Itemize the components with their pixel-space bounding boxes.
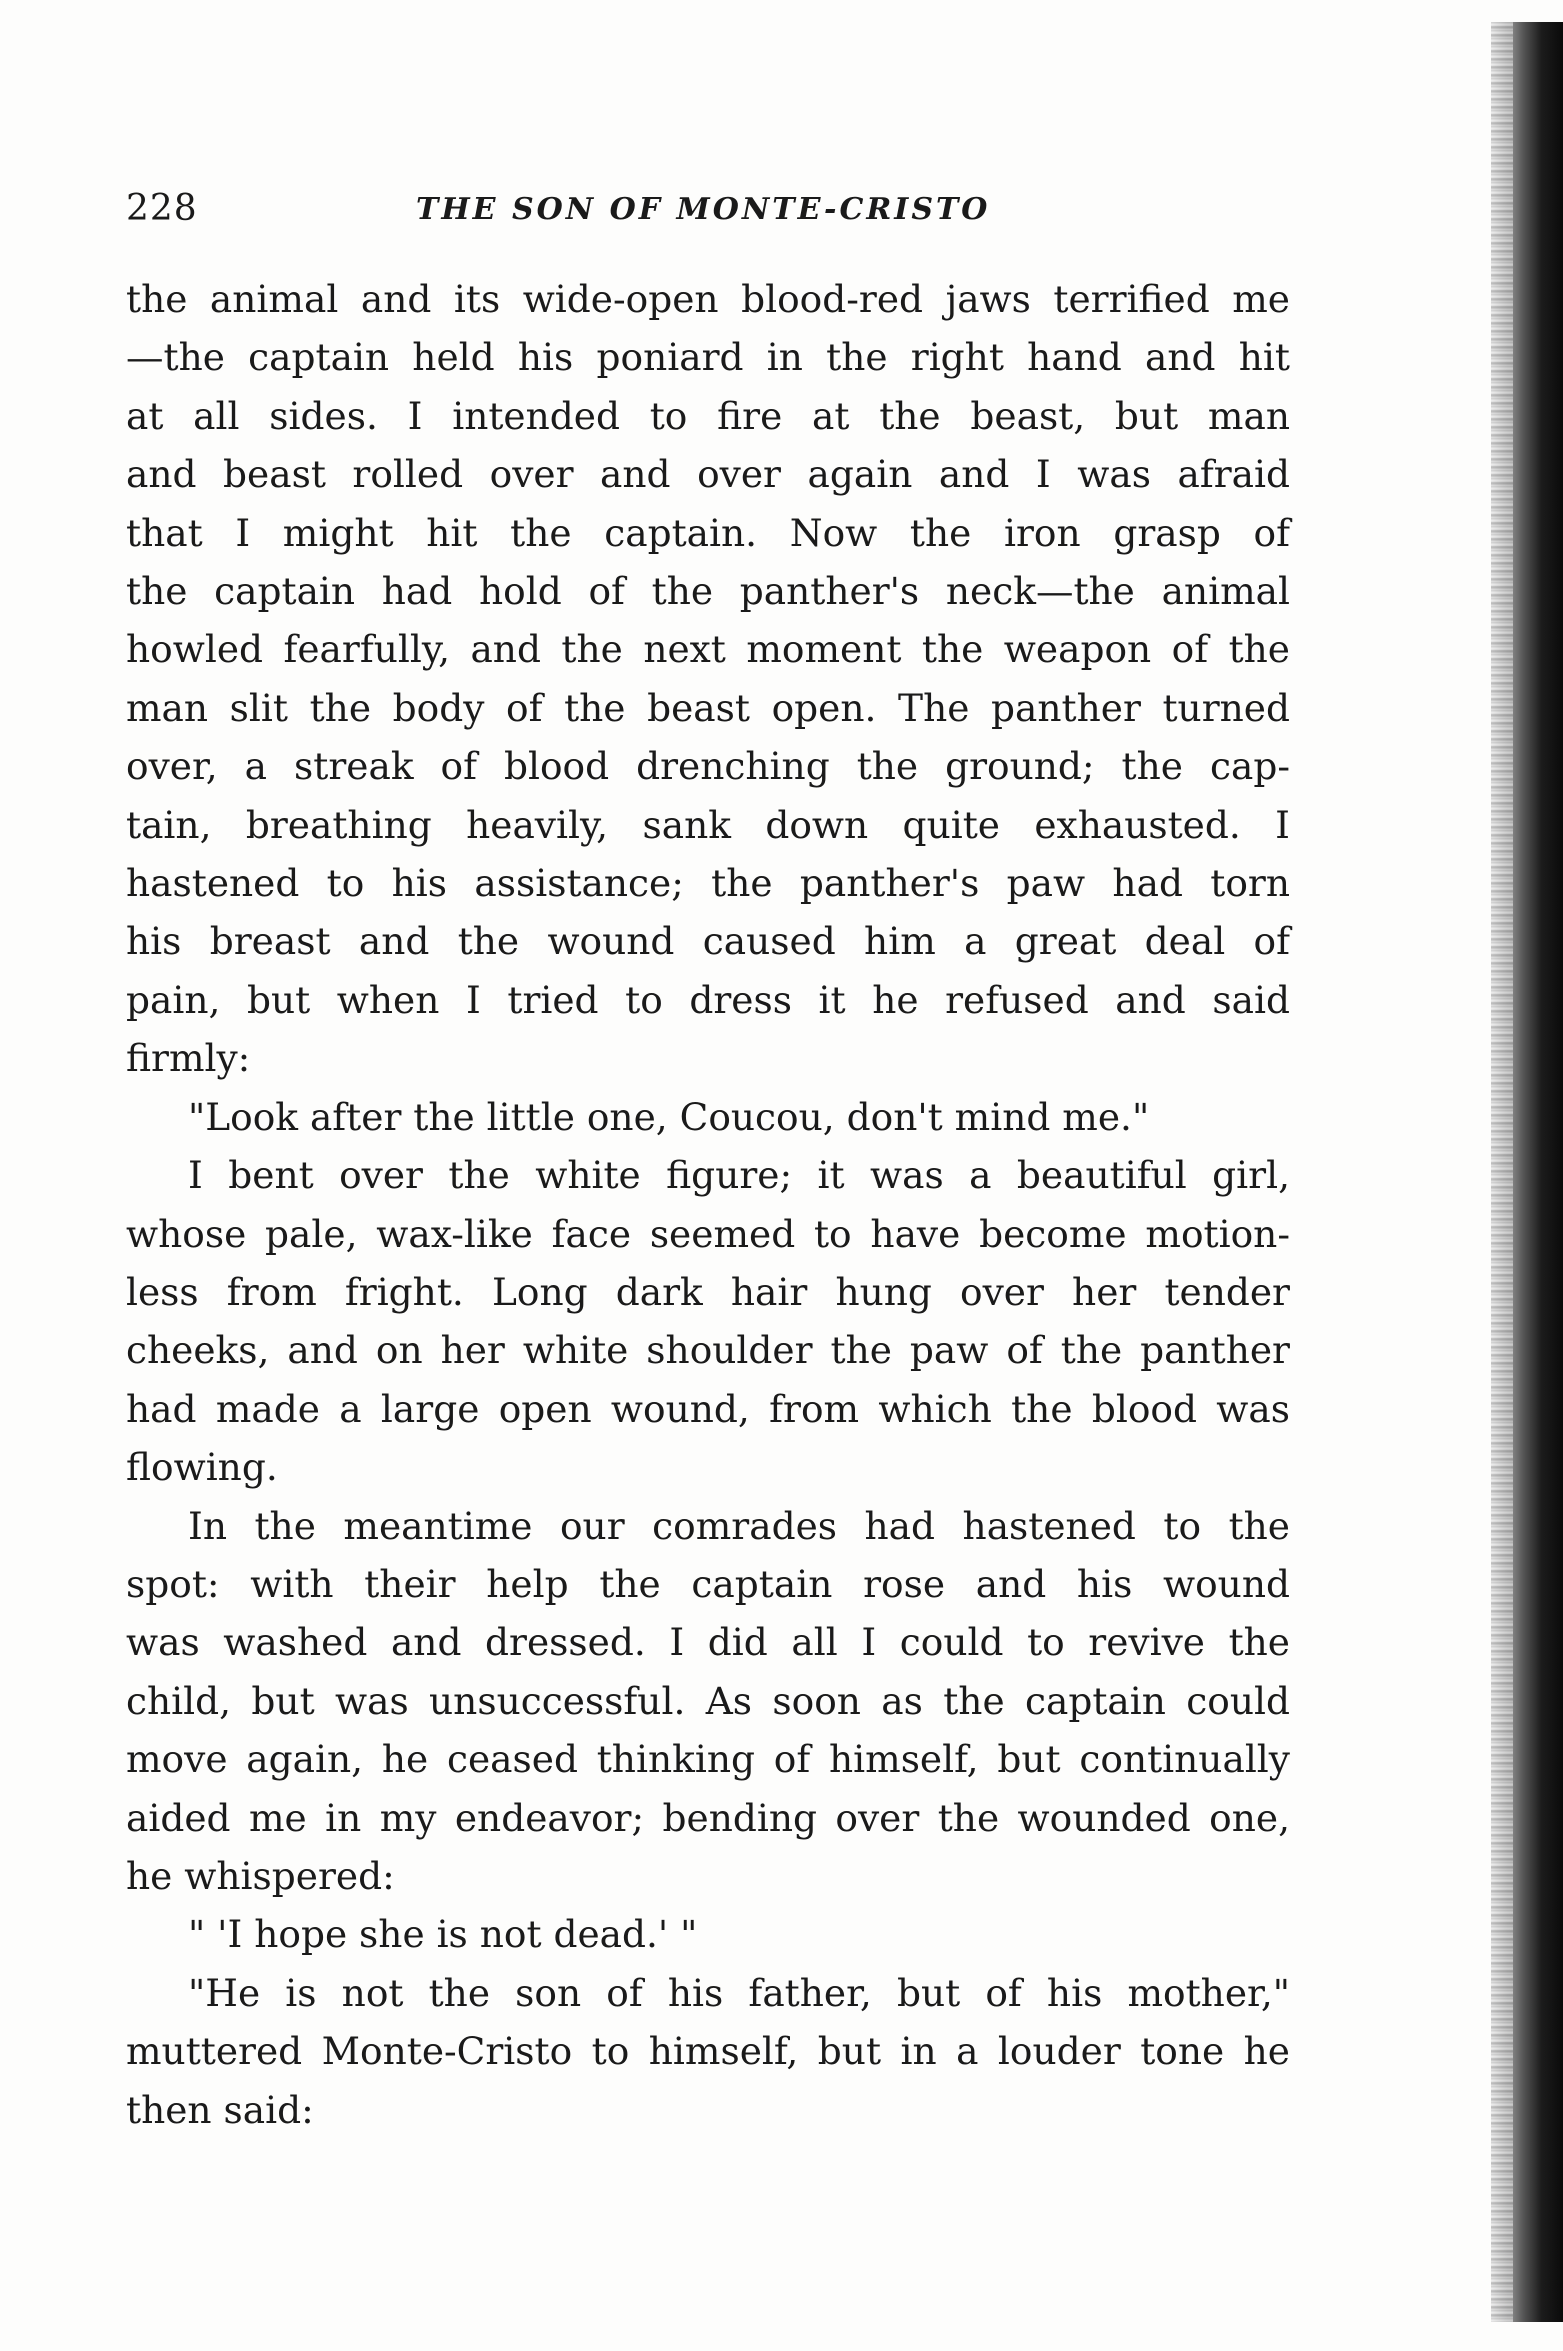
text-line: child, but was unsuccessful. As soon as the captain could [126, 1678, 1290, 1723]
text-line: hastened to his assistance; the panther's paw had torn [126, 861, 1290, 906]
text-line: he whispered: [126, 1853, 395, 1898]
text-line: In the meantime our comrades had hastened to the [188, 1503, 1290, 1548]
running-title: THE SON OF MONTE-CRISTO [416, 192, 991, 227]
text-line: " 'I hope she is not dead.' " [188, 1912, 698, 1957]
page-header [126, 188, 1296, 248]
text-line: the animal and its wide-open blood-red jaws terrified me [126, 277, 1290, 321]
text-line: pain, but when I tried to dress it he refused and said [126, 977, 1290, 1022]
text-line: —the captain held his poniard in the right hand and hit [126, 335, 1290, 380]
text-line: move again, he ceased thinking of himself, but continually [126, 1737, 1290, 1782]
page-binding-edge [1491, 22, 1563, 2322]
text-line: firmly: [126, 1036, 251, 1081]
text-line: aided me in my endeavor; bending over the wounded one, [126, 1795, 1290, 1840]
text-line: was washed and dressed. I did all I could to revive the [126, 1620, 1290, 1665]
text-line: that I might hit the captain. Now the iron grasp of [126, 510, 1290, 555]
body-text [126, 270, 1290, 2139]
text-line: tain, breathing heavily, sank down quite exhausted. I [126, 802, 1290, 847]
page-number: 228 [126, 188, 198, 229]
text-line: at all sides. I intended to fire at the beast, but man [126, 393, 1290, 438]
text-line: I bent over the white figure; it was a beautiful girl, [188, 1153, 1290, 1198]
text-line: flowing. [126, 1445, 278, 1490]
text-line: his breast and the wound caused him a great deal of [126, 919, 1290, 964]
text-line: "He is not the son of his father, but of his mother," [188, 1970, 1290, 2015]
text-line: had made a large open wound, from which the blood was [126, 1386, 1290, 1431]
text-line: then said: [126, 2087, 314, 2132]
text-line: man slit the body of the beast open. The panther turned [126, 685, 1290, 730]
text-line: whose pale, wax-like face seemed to have become motion- [126, 1211, 1290, 1256]
text-line: the captain had hold of the panther's neck—the animal [126, 569, 1290, 614]
text-line: spot: with their help the captain rose and his wound [126, 1561, 1290, 1606]
text-line: cheeks, and on her white shoulder the paw of the panther [126, 1328, 1290, 1373]
text-line: over, a streak of blood drenching the ground; the cap- [126, 744, 1290, 789]
text-line: less from fright. Long dark hair hung over her tender [126, 1269, 1290, 1314]
text-line: "Look after the little one, Coucou, don't mind me." [188, 1094, 1150, 1139]
text-line: muttered Monte-Cristo to himself, but in a louder tone he [126, 2029, 1290, 2074]
text-line: howled fearfully, and the next moment the weapon of the [126, 627, 1290, 672]
text-line: and beast rolled over and over again and I was afraid [126, 452, 1290, 497]
